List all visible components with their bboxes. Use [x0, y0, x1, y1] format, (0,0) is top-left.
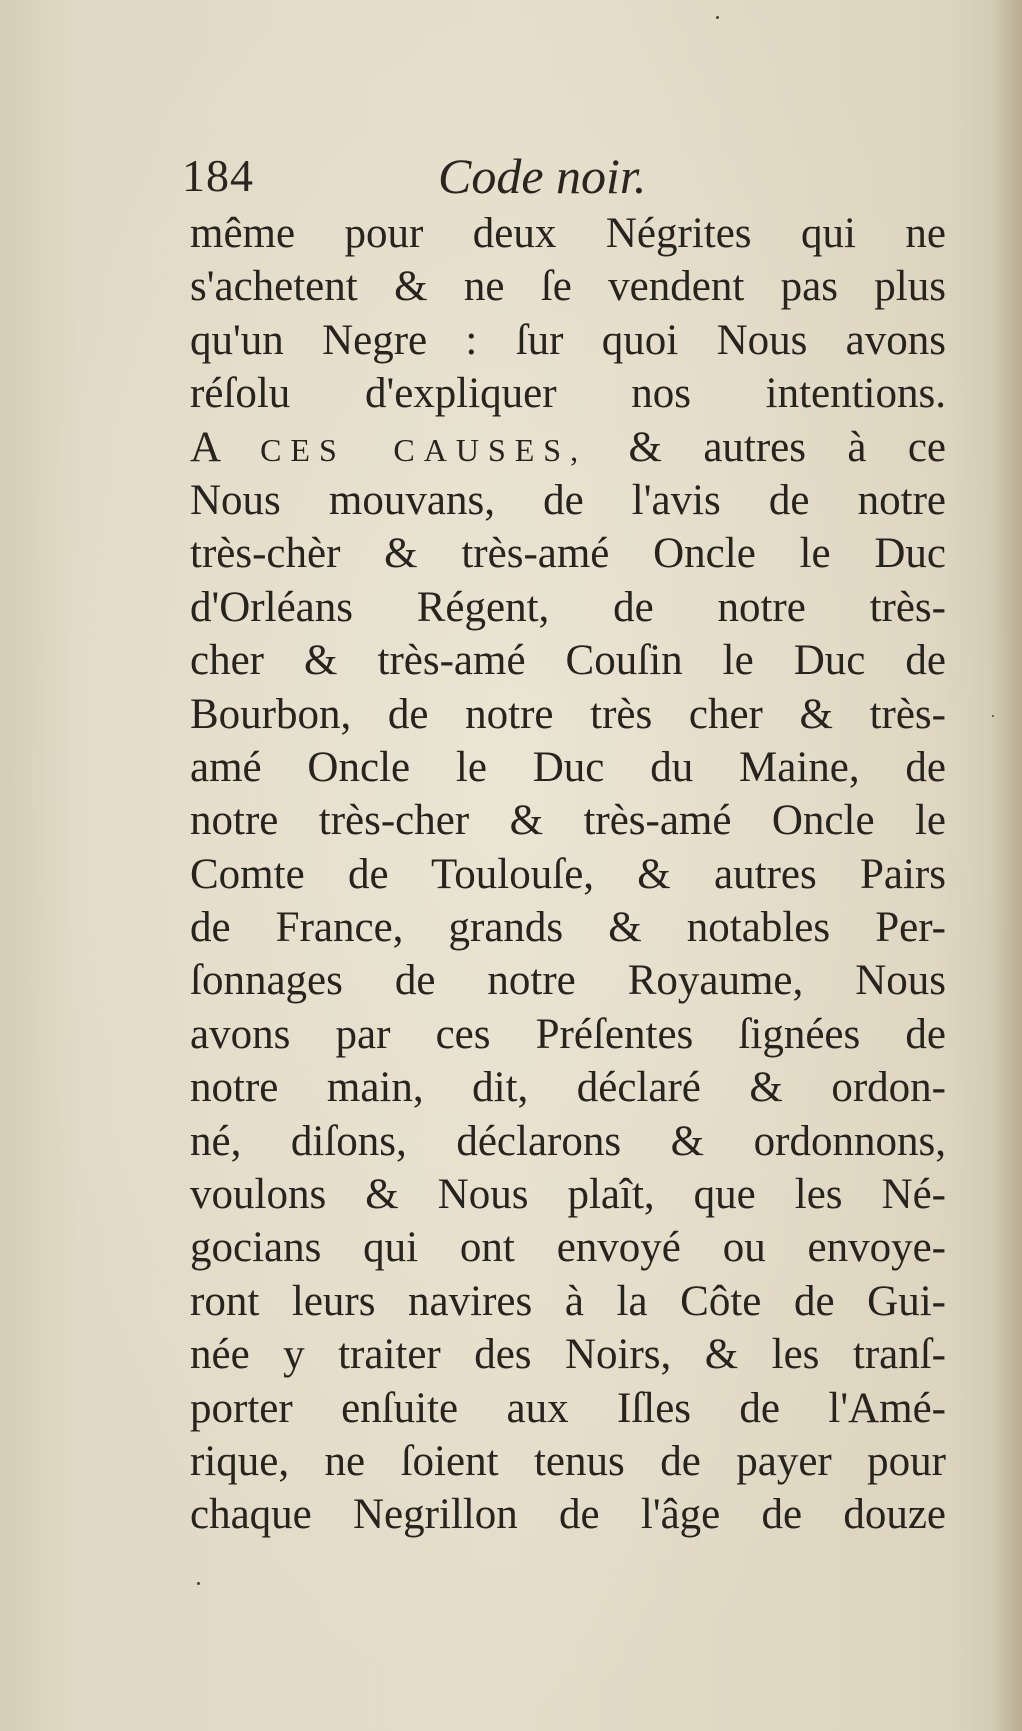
text-line: rique, ne ſoient tenus de payer pour: [190, 1437, 946, 1485]
text-line: avons par ces Préſentes ſignées de: [190, 1010, 946, 1058]
text-line: même pour deux Négrites qui ne: [190, 210, 946, 257]
text-line: très-chèr & très-amé Oncle le Duc: [190, 530, 946, 578]
page-number: 184: [182, 150, 254, 201]
paper-speck: [197, 1582, 200, 1585]
text-line: s'achetent & ne ſe vendent pas plus: [190, 263, 946, 311]
paper-speck: [716, 16, 719, 19]
smallcaps-lead: A: [190, 423, 219, 471]
text-line: voulons & Nous plaît, que les Né-: [190, 1171, 946, 1219]
smallcaps-phrase: CES CAUSES,: [260, 431, 588, 468]
text-line: Nous mouvans, de l'avis de notre: [190, 476, 946, 524]
page-header: [182, 148, 952, 208]
text-line: réſolu d'expliquer nos intentions.: [190, 370, 946, 418]
text-line: née y traiter des Noirs, & les tranſ-: [190, 1331, 946, 1379]
body-text: [190, 207, 946, 1542]
text-line: qu'un Negre : ſur quoi Nous avons: [190, 316, 946, 364]
text-line: Comte de Toulouſe, & autres Pairs: [190, 850, 946, 898]
text-line: notre très-cher & très-amé Oncle le: [190, 797, 946, 845]
smallcaps-rest: & autres à ce: [587, 423, 947, 471]
text-line: amé Oncle le Duc du Maine, de: [190, 743, 946, 791]
text-line: cher & très-amé Couſin le Duc de: [190, 637, 946, 685]
text-line: d'Orléans Régent, de notre très-: [190, 583, 946, 631]
text-line: gocians qui ont envoyé ou envoye-: [190, 1224, 946, 1272]
paper-speck: [992, 715, 994, 717]
text-line: Bourbon, de notre très cher & très-: [190, 690, 946, 738]
page-gutter-shadow: [992, 0, 1022, 1731]
text-line: ront leurs navires à la Côte de Gui-: [190, 1277, 946, 1325]
text-line: porter enſuite aux Iſles de l'Amé-: [190, 1384, 946, 1432]
text-line: notre main, dit, déclaré & ordon-: [190, 1064, 946, 1112]
text-line: chaque Negrillon de l'âge de douze: [190, 1491, 946, 1539]
text-line: de France, grands & notables Per-: [190, 904, 946, 952]
text-line-smallcaps: [190, 421, 946, 474]
text-line: ſonnages de notre Royaume, Nous: [190, 957, 946, 1005]
text-line: né, diſons, déclarons & ordonnons,: [190, 1117, 946, 1165]
running-title: Code noir.: [438, 148, 647, 204]
